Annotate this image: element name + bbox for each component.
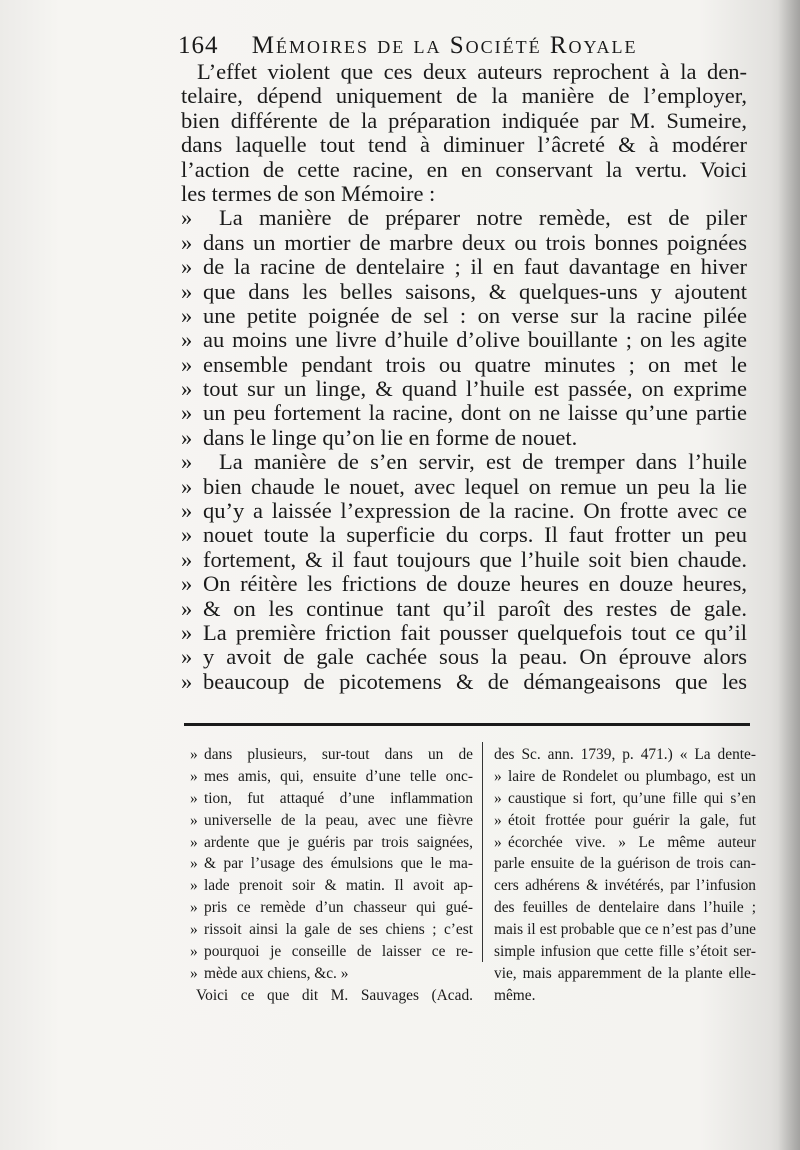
- quote-mark: »: [181, 401, 193, 426]
- quote-mark: »: [181, 596, 193, 621]
- text-line: [181, 426, 747, 450]
- line-text: universelle de la peau, avec une fièvre: [204, 811, 473, 829]
- text-line: [181, 255, 747, 279]
- line-text: parle ensuite de la guérison de trois can-: [494, 855, 756, 873]
- line-text: Voici ce que dit M. Sauvages (Acad.: [196, 986, 473, 1004]
- page-edge-shadow: [778, 0, 800, 1150]
- quote-mark: »: [494, 789, 502, 807]
- quote-mark: »: [181, 303, 193, 328]
- text-line: [181, 645, 747, 669]
- quote-mark: »: [181, 352, 193, 377]
- line-text: que dans les belles saisons, & quelques-uns y ajoutent: [203, 279, 747, 304]
- line-text: dans un mortier de marbre deux ou trois bonnes poignées: [203, 230, 747, 255]
- text-line: [494, 963, 756, 985]
- line-text: de la racine de dentelaire ; il en faut davantage en hiver: [203, 255, 747, 280]
- quote-mark: »: [494, 833, 502, 851]
- quote-mark: »: [181, 206, 193, 231]
- text-line: [494, 897, 756, 919]
- footnote-right-column: [494, 744, 756, 1007]
- line-text: La manière de préparer notre remède, est de piler: [219, 206, 747, 231]
- line-text: y avoit de gale cachée sous la peau. On éprouve alors: [203, 645, 747, 670]
- line-text: une petite poignée de sel : on verse sur la racine pilée: [203, 303, 747, 328]
- line-text: caustique si fort, qu’une fille qui s’en: [508, 789, 756, 807]
- line-text: fortement, & il faut toujours que l’huile soit bien chaude.: [203, 547, 747, 572]
- line-text: pourquoi je conseille de laisser ce re-: [204, 943, 473, 961]
- quote-mark: »: [190, 811, 198, 829]
- text-line: [181, 475, 747, 499]
- line-text: beaucoup de picotemens & de démangeaisons que les: [203, 669, 747, 694]
- text-line: [181, 401, 747, 425]
- quote-mark: »: [181, 620, 193, 645]
- text-line: [190, 744, 473, 766]
- text-line: [190, 788, 473, 810]
- text-line: [494, 788, 756, 810]
- text-line: [190, 875, 473, 897]
- text-line: [181, 499, 747, 523]
- line-text: au moins une livre d’huile d’olive bouillante ; on les agite: [203, 328, 747, 353]
- text-line: [494, 875, 756, 897]
- line-text: des feuilles de dentelaire dans l’huile ;: [494, 899, 756, 917]
- text-line: [494, 919, 756, 941]
- line-text: écorchée vive. » Le même auteur: [508, 833, 756, 851]
- text-line: [181, 133, 747, 157]
- text-line: [190, 919, 473, 941]
- main-text: [181, 60, 747, 694]
- line-text: mais il est probable que ce n’est pas d’une: [494, 921, 756, 939]
- text-line: [494, 744, 756, 766]
- text-line: [181, 231, 747, 255]
- text-line: [181, 328, 747, 352]
- text-line: [190, 985, 473, 1007]
- line-text: bien chaude le nouet, avec lequel on remue un peu la lie: [203, 474, 747, 499]
- quote-mark: »: [190, 921, 198, 939]
- quote-mark: »: [181, 425, 193, 450]
- quote-mark: »: [181, 572, 193, 597]
- line-text: lade prenoit soir & matin. Il avoit ap-: [204, 877, 473, 895]
- line-text: laire de Rondelet ou plumbago, est un: [508, 767, 756, 785]
- line-text: mes amis, qui, ensuite d’une telle onc-: [204, 767, 473, 785]
- line-text: qu’y a laissée l’expression de la racine. On frotte avec ce: [203, 499, 747, 524]
- text-line: [190, 897, 473, 919]
- quote-mark: »: [190, 877, 198, 895]
- page-number: 164: [178, 32, 219, 59]
- text-line: [190, 963, 473, 985]
- text-line: [494, 810, 756, 832]
- line-text: un peu fortement la racine, dont on ne laisse qu’une partie: [203, 401, 747, 426]
- line-text: nouet toute la superficie du corps. Il faut frotter un peu: [203, 523, 747, 548]
- text-line: [181, 572, 747, 596]
- text-line: [181, 597, 747, 621]
- text-line: [181, 621, 747, 645]
- line-text: simple infusion que cette fille s’étoit ser-: [494, 943, 756, 961]
- text-line: [494, 985, 756, 1007]
- text-line: [181, 109, 747, 133]
- text-line: [494, 832, 756, 854]
- line-text: ardente que je guéris par trois saignées,: [204, 833, 473, 851]
- footnote-rule: [184, 723, 750, 726]
- line-text: dans plusieurs, sur-tout dans un de: [204, 746, 473, 763]
- quote-mark: »: [181, 328, 193, 353]
- quote-mark: »: [181, 377, 193, 402]
- quote-mark: »: [190, 964, 198, 982]
- text-line: [190, 832, 473, 854]
- line-text: & par l’usage des émulsions que le ma-: [204, 855, 473, 873]
- quote-mark: »: [190, 899, 198, 917]
- text-line: [181, 304, 747, 328]
- line-text: étoit frottée pour guérir la gale, fut: [508, 811, 756, 829]
- line-text: La première friction fait pousser quelquefois tout ce qu’il: [203, 620, 747, 645]
- quote-mark: »: [181, 450, 193, 475]
- text-line: [181, 450, 747, 474]
- quote-mark: »: [494, 767, 502, 785]
- text-line: [181, 280, 747, 304]
- quote-mark: »: [181, 230, 193, 255]
- quote-mark: »: [190, 746, 198, 763]
- line-text: même.: [494, 986, 536, 1004]
- quote-mark: »: [494, 811, 502, 829]
- text-line: [190, 941, 473, 963]
- text-line: [494, 941, 756, 963]
- quote-mark: »: [181, 279, 193, 304]
- text-line: [181, 182, 747, 206]
- quote-mark: »: [190, 855, 198, 873]
- line-text: cers adhérens & invétérés, par l’infusion: [494, 877, 756, 895]
- quote-mark: »: [190, 767, 198, 785]
- quote-mark: »: [190, 833, 198, 851]
- line-text: l’action de cette racine, en en conservant la vertu. Voici: [181, 157, 747, 182]
- quote-mark: »: [181, 474, 193, 499]
- line-text: tion, fut attaqué d’une inflammation: [204, 789, 473, 807]
- text-line: [181, 206, 747, 230]
- line-text: La manière de s’en servir, est de tremper dans l’huile: [219, 450, 747, 475]
- line-text: bien différente de la préparation indiquée par M. Sumeire,: [181, 108, 747, 133]
- quote-mark: »: [190, 943, 198, 961]
- quote-mark: »: [181, 499, 193, 524]
- line-text: tout sur un linge, & quand l’huile est passée, on exprime: [203, 377, 747, 402]
- line-text: & on les continue tant qu’il paroît des restes de gale.: [203, 596, 747, 621]
- text-line: [181, 523, 747, 547]
- line-text: dans laquelle tout tend à diminuer l’âcreté & à modérer: [181, 133, 747, 158]
- quote-mark: »: [190, 789, 198, 807]
- quote-mark: »: [181, 523, 193, 548]
- text-line: [181, 548, 747, 572]
- text-line: [190, 810, 473, 832]
- text-line: [190, 853, 473, 875]
- text-line: [181, 60, 747, 84]
- line-text: vie, mais apparemment de la plante elle-: [494, 964, 756, 982]
- line-text: telaire, dépend uniquement de la manière de l’employer,: [181, 84, 747, 109]
- text-line: [494, 766, 756, 788]
- text-line: [181, 158, 747, 182]
- line-text: mède aux chiens, &c. »: [204, 964, 349, 982]
- text-line: [190, 766, 473, 788]
- quote-mark: »: [181, 547, 193, 572]
- running-title: Mémoires de la Société Royale: [251, 32, 638, 59]
- line-text: On réitère les frictions de douze heures en douze heures,: [203, 572, 747, 597]
- line-text: L’effet violent que ces deux auteurs reprochent à la den-: [197, 60, 747, 84]
- text-line: [181, 84, 747, 108]
- line-text: dans le linge qu’on lie en forme de nouet.: [203, 425, 578, 450]
- column-divider: [482, 742, 483, 962]
- text-line: [494, 853, 756, 875]
- line-text: les termes de son Mémoire :: [181, 181, 436, 206]
- quote-mark: »: [181, 645, 193, 670]
- line-text: rissoit ainsi la gale de ses chiens ; c’est: [204, 921, 473, 939]
- quote-mark: »: [181, 669, 193, 694]
- line-text: ensemble pendant trois ou quatre minutes ; on met le: [203, 352, 747, 377]
- text-line: [181, 353, 747, 377]
- quote-mark: »: [181, 255, 193, 280]
- text-line: [181, 670, 747, 694]
- text-line: [181, 377, 747, 401]
- line-text: pris ce remède d’un chasseur qui gué-: [204, 899, 473, 917]
- footnote-left-column: [190, 744, 473, 1007]
- line-text: des Sc. ann. 1739, p. 471.) « La dente-: [494, 746, 756, 763]
